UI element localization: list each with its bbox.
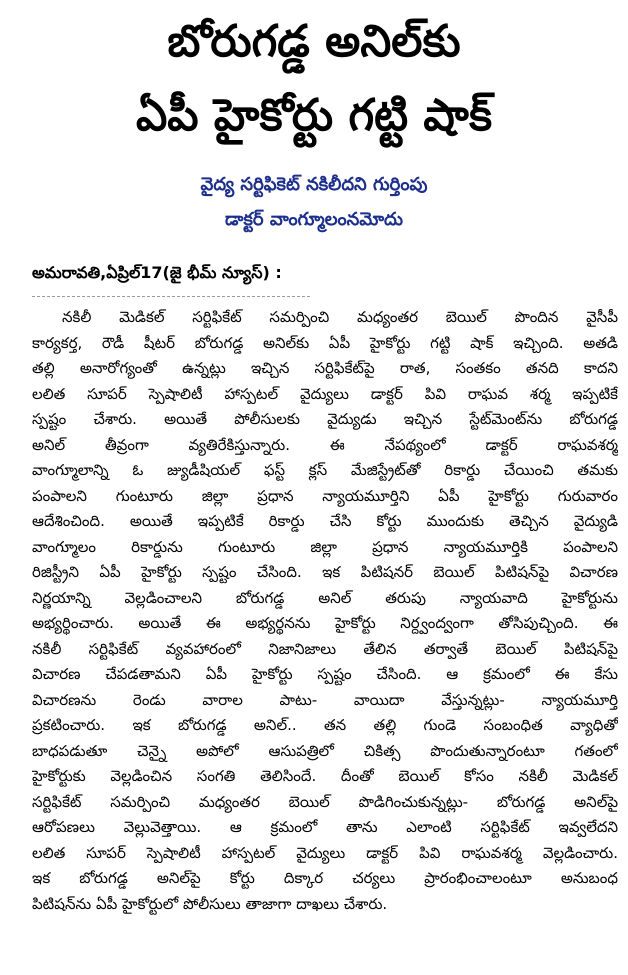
article-line: అభ్యర్థించారు. అయితే ఈ అభ్యర్థనను హైకోర్టు నిర్ద్వంద్వంగా తోసిపుచ్చింది. ఈ: [32, 614, 618, 632]
article-line: లలిత సూపర్ స్పెషాలిటీ హాస్పటల్ వైద్యులు డాక్టర్ పివి రాఘవశర్మ వెల్లడించారు.: [32, 843, 618, 862]
dateline-divider: [32, 296, 310, 297]
article-line: ఇక బోరుగడ్డ అనిల్‌పై కోర్టు దిక్కార చర్యలు ప్రారంభించాలంటూ అనుబంధ: [32, 869, 618, 887]
dateline: అమరావతి,ఏప్రిల్17(జై భీమ్ న్యూస్) :: [32, 263, 282, 282]
article-line: విచారణ చేపడతామని ఏపీ హైకోర్టు స్పష్టం చేసింది. ఆ క్రమంలో ఈ కేసు: [32, 665, 618, 683]
article-body: [32, 305, 618, 917]
article-line: తల్లి అనారోగ్యంతో ఉన్నట్లు ఇచ్చిన సర్టిఫికేట్‌పై రాత, సంతకం తనది కాదని: [32, 359, 618, 377]
article-line: వాంగ్మూలాన్ని ఓ జ్యుడీషియల్ ఫస్ట్ క్లస్ మేజిస్ట్రేట్‌తో రికార్డు చేయించి తమకు: [32, 461, 618, 479]
article-line: హైకోర్టుకు వెల్లడించిన సంగతి తెలిసిందే. దీంతో బెయిల్ కోసం నకిలీ మెడికల్: [32, 767, 618, 785]
headline-line-2: ఏపీ హైకోర్టు గట్టి షాక్: [135, 90, 493, 141]
article-line: ఆరోపణలు వెల్లువెత్తాయి. ఆ క్రమంలో తాను ఎలాంటి సర్టిఫికేట్ ఇవ్వలేదని: [32, 818, 618, 836]
article-line: నిర్ణయాన్ని వెల్లడించాలని బోరుగడ్డ అనిల్ తరుపు న్యాయవాది హైకోర్టును: [32, 588, 618, 607]
article-line: బాధపడుతూ చెన్నై అపోలో ఆసుపత్రిలో చికిత్స పొందుతున్నారంటూ గతంలో: [32, 741, 618, 760]
article-line: కార్యకర్త, రౌడీ షీటర్ బోరుగడ్డ అనిల్‌కు ఏపీ హైకోర్టు గట్టి షాక్ ఇచ్చింది. అతడి: [32, 333, 618, 352]
article-line: వాంగ్మూలం రికార్డును గుంటూరు జిల్లా ప్రధాన న్యాయమూర్తికి పంపాలని: [32, 537, 618, 556]
article-line: నకిలీ సర్టిఫికేట్ వ్యవహారంలో నిజానిజాలు తేలిన తర్వాతే బెయిల్ పిటిషన్‌పై: [32, 639, 618, 658]
article-line: రిజిస్ట్రీని ఏపీ హైకోర్టు స్పష్టం చేసింది. ఇక పిటిషనర్ బెయిల్ పిటిషన్‌పై విచారణ: [32, 563, 618, 581]
article-line: ప్రకటించారు. ఇక బోరుగడ్డ అనిల్.. తన తల్లి గుండె సంబంధిత వ్యాధితో: [32, 716, 618, 734]
article-line: నకిలీ మెడికల్ సర్టిఫికేట్ సమర్పించి మధ్యంతర బెయిల్ పొందిన వైసీపీ: [62, 308, 618, 326]
article-line: సర్టిఫికేట్ సమర్పించి మధ్యంతర బెయిల్ పొడిగించుకున్నట్లు- బోరుగడ్డ అనిల్‌పై: [32, 792, 618, 811]
article-line: విచారణను రెండు వారాల పాటు- వాయిదా వేస్తున్నట్లు- న్యాయమూర్తి: [32, 690, 618, 709]
subheadline-line-2: డాక్టర్ వాంగ్మూలంనమోదు: [225, 209, 403, 230]
article-line: లలిత సూపర్ స్పెషాలిటీ హాస్పటల్ వైద్యులు డాక్టర్ పివి రాఘవ శర్మ ఇప్పటికే: [32, 384, 618, 403]
article-line: ఆదేశించింది. అయితే ఇప్పటికే రికార్డు చేసి కోర్టు ముందుకు తెచ్చిన వైద్యుడి: [32, 512, 618, 530]
article-line: స్పష్టం చేశారు. అయితే పోలీసులకు వైద్యుడు ఇచ్చిన స్టేట్‌మెంట్‌ను బోరుగడ్డ: [32, 410, 618, 428]
article-line: అనిల్ తీవ్రంగా వ్యతిరేకిస్తున్నారు. ఈ నేపథ్యంలో డాక్టర్ రాఘవశర్మ: [32, 435, 618, 454]
subheadline-line-1: వైద్య సర్టిఫికెట్ నకిలీదని గుర్తింపు: [200, 174, 428, 195]
headline-line-1: బోరుగడ్డ అనిల్‌కు: [167, 16, 461, 67]
article-line: పంపాలని గుంటూరు జిల్లా ప్రధాన న్యాయమూర్తిని ఏపీ హైకోర్టు గురువారం: [32, 486, 618, 505]
article-line: పిటిషన్‌ను ఏపీ హైకోర్టులో పోలీసులు తాజాగా దాఖలు చేశారు.: [32, 894, 388, 913]
